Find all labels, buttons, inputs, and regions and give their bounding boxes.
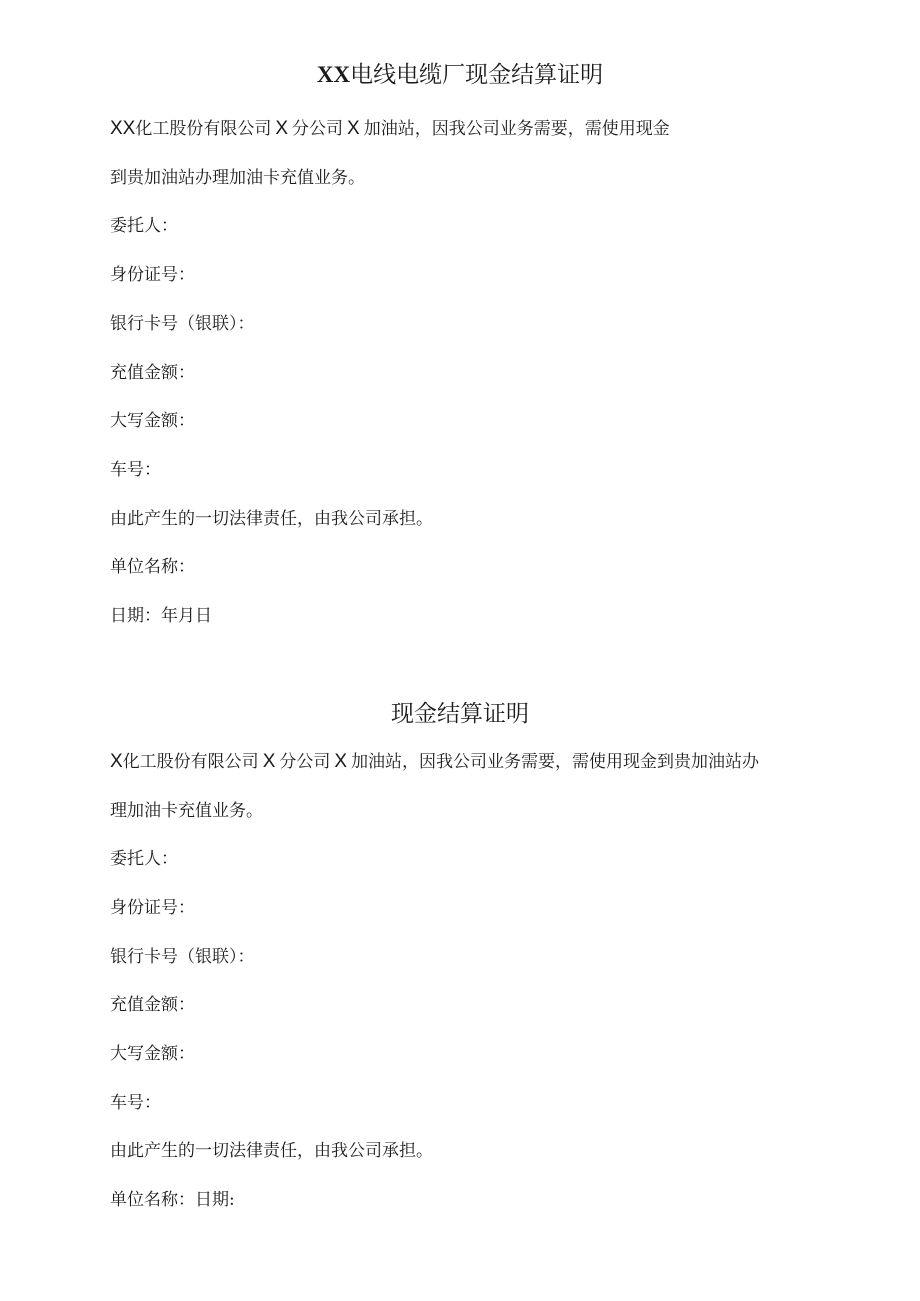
section2-intro-part6: 加油站，因我公司业务需要，需使用现金到贵加油站办 <box>351 752 760 772</box>
section1-intro-part4: 分公司 <box>292 119 344 139</box>
section1-intro-line2: 到贵加油站办理加油卡充值业务。 <box>110 168 365 188</box>
section1-intro-part2: 化工股份有限公司 <box>135 119 272 139</box>
section2-plate-number-label: 车号： <box>110 1093 161 1113</box>
section2-intro-part5: X <box>334 751 348 772</box>
section1-unit-name-label: 单位名称： <box>110 557 195 577</box>
section2-title: 现金结算证明 <box>391 701 529 727</box>
section1-intro-part6: 加油站，因我公司业务需要，需使用现金 <box>363 119 670 139</box>
section2-principal-label: 委托人： <box>110 849 178 869</box>
section1-date-label: 日期：年月日 <box>110 606 212 626</box>
section2-intro-part1: X <box>110 751 123 772</box>
section1-intro-part5: X <box>347 118 360 139</box>
section2-intro-part3: X <box>262 751 276 772</box>
section1-intro-part1: XX <box>110 118 136 139</box>
section1-intro-part3: X <box>275 118 289 139</box>
section1-bank-card-label: 银行卡号（银联）： <box>110 314 255 334</box>
section1-intro-line1 <box>110 117 670 141</box>
section1-title <box>0 60 920 90</box>
section1-title-text: 电线电缆厂现金结算证明 <box>350 62 604 88</box>
section2-intro-part4: 分公司 <box>279 752 331 772</box>
section1-liability-statement: 由此产生的一切法律责任，由我公司承担。 <box>110 509 433 529</box>
section2-intro-line1 <box>110 750 759 774</box>
section1-title-prefix: XX <box>316 62 351 87</box>
section1-id-number-label: 身份证号： <box>110 265 195 285</box>
section2-recharge-amount-label: 充值金额： <box>110 995 195 1015</box>
section1-principal-label: 委托人： <box>110 216 178 236</box>
section1-plate-number-label: 车号： <box>110 460 161 480</box>
section2-intro-line2: 理加油卡充值业务。 <box>110 801 263 821</box>
section2-unit-name-date-label: 单位名称：日期: <box>110 1190 235 1210</box>
section2-intro-part2: 化工股份有限公司 <box>122 752 259 772</box>
section1-recharge-amount-label: 充值金额： <box>110 363 195 383</box>
section2-bank-card-label: 银行卡号（银联）： <box>110 947 255 967</box>
section2-id-number-label: 身份证号： <box>110 898 195 918</box>
section2-liability-statement: 由此产生的一切法律责任，由我公司承担。 <box>110 1141 433 1161</box>
section2-amount-in-words-label: 大写金额： <box>110 1044 195 1064</box>
section1-amount-in-words-label: 大写金额： <box>110 411 195 431</box>
